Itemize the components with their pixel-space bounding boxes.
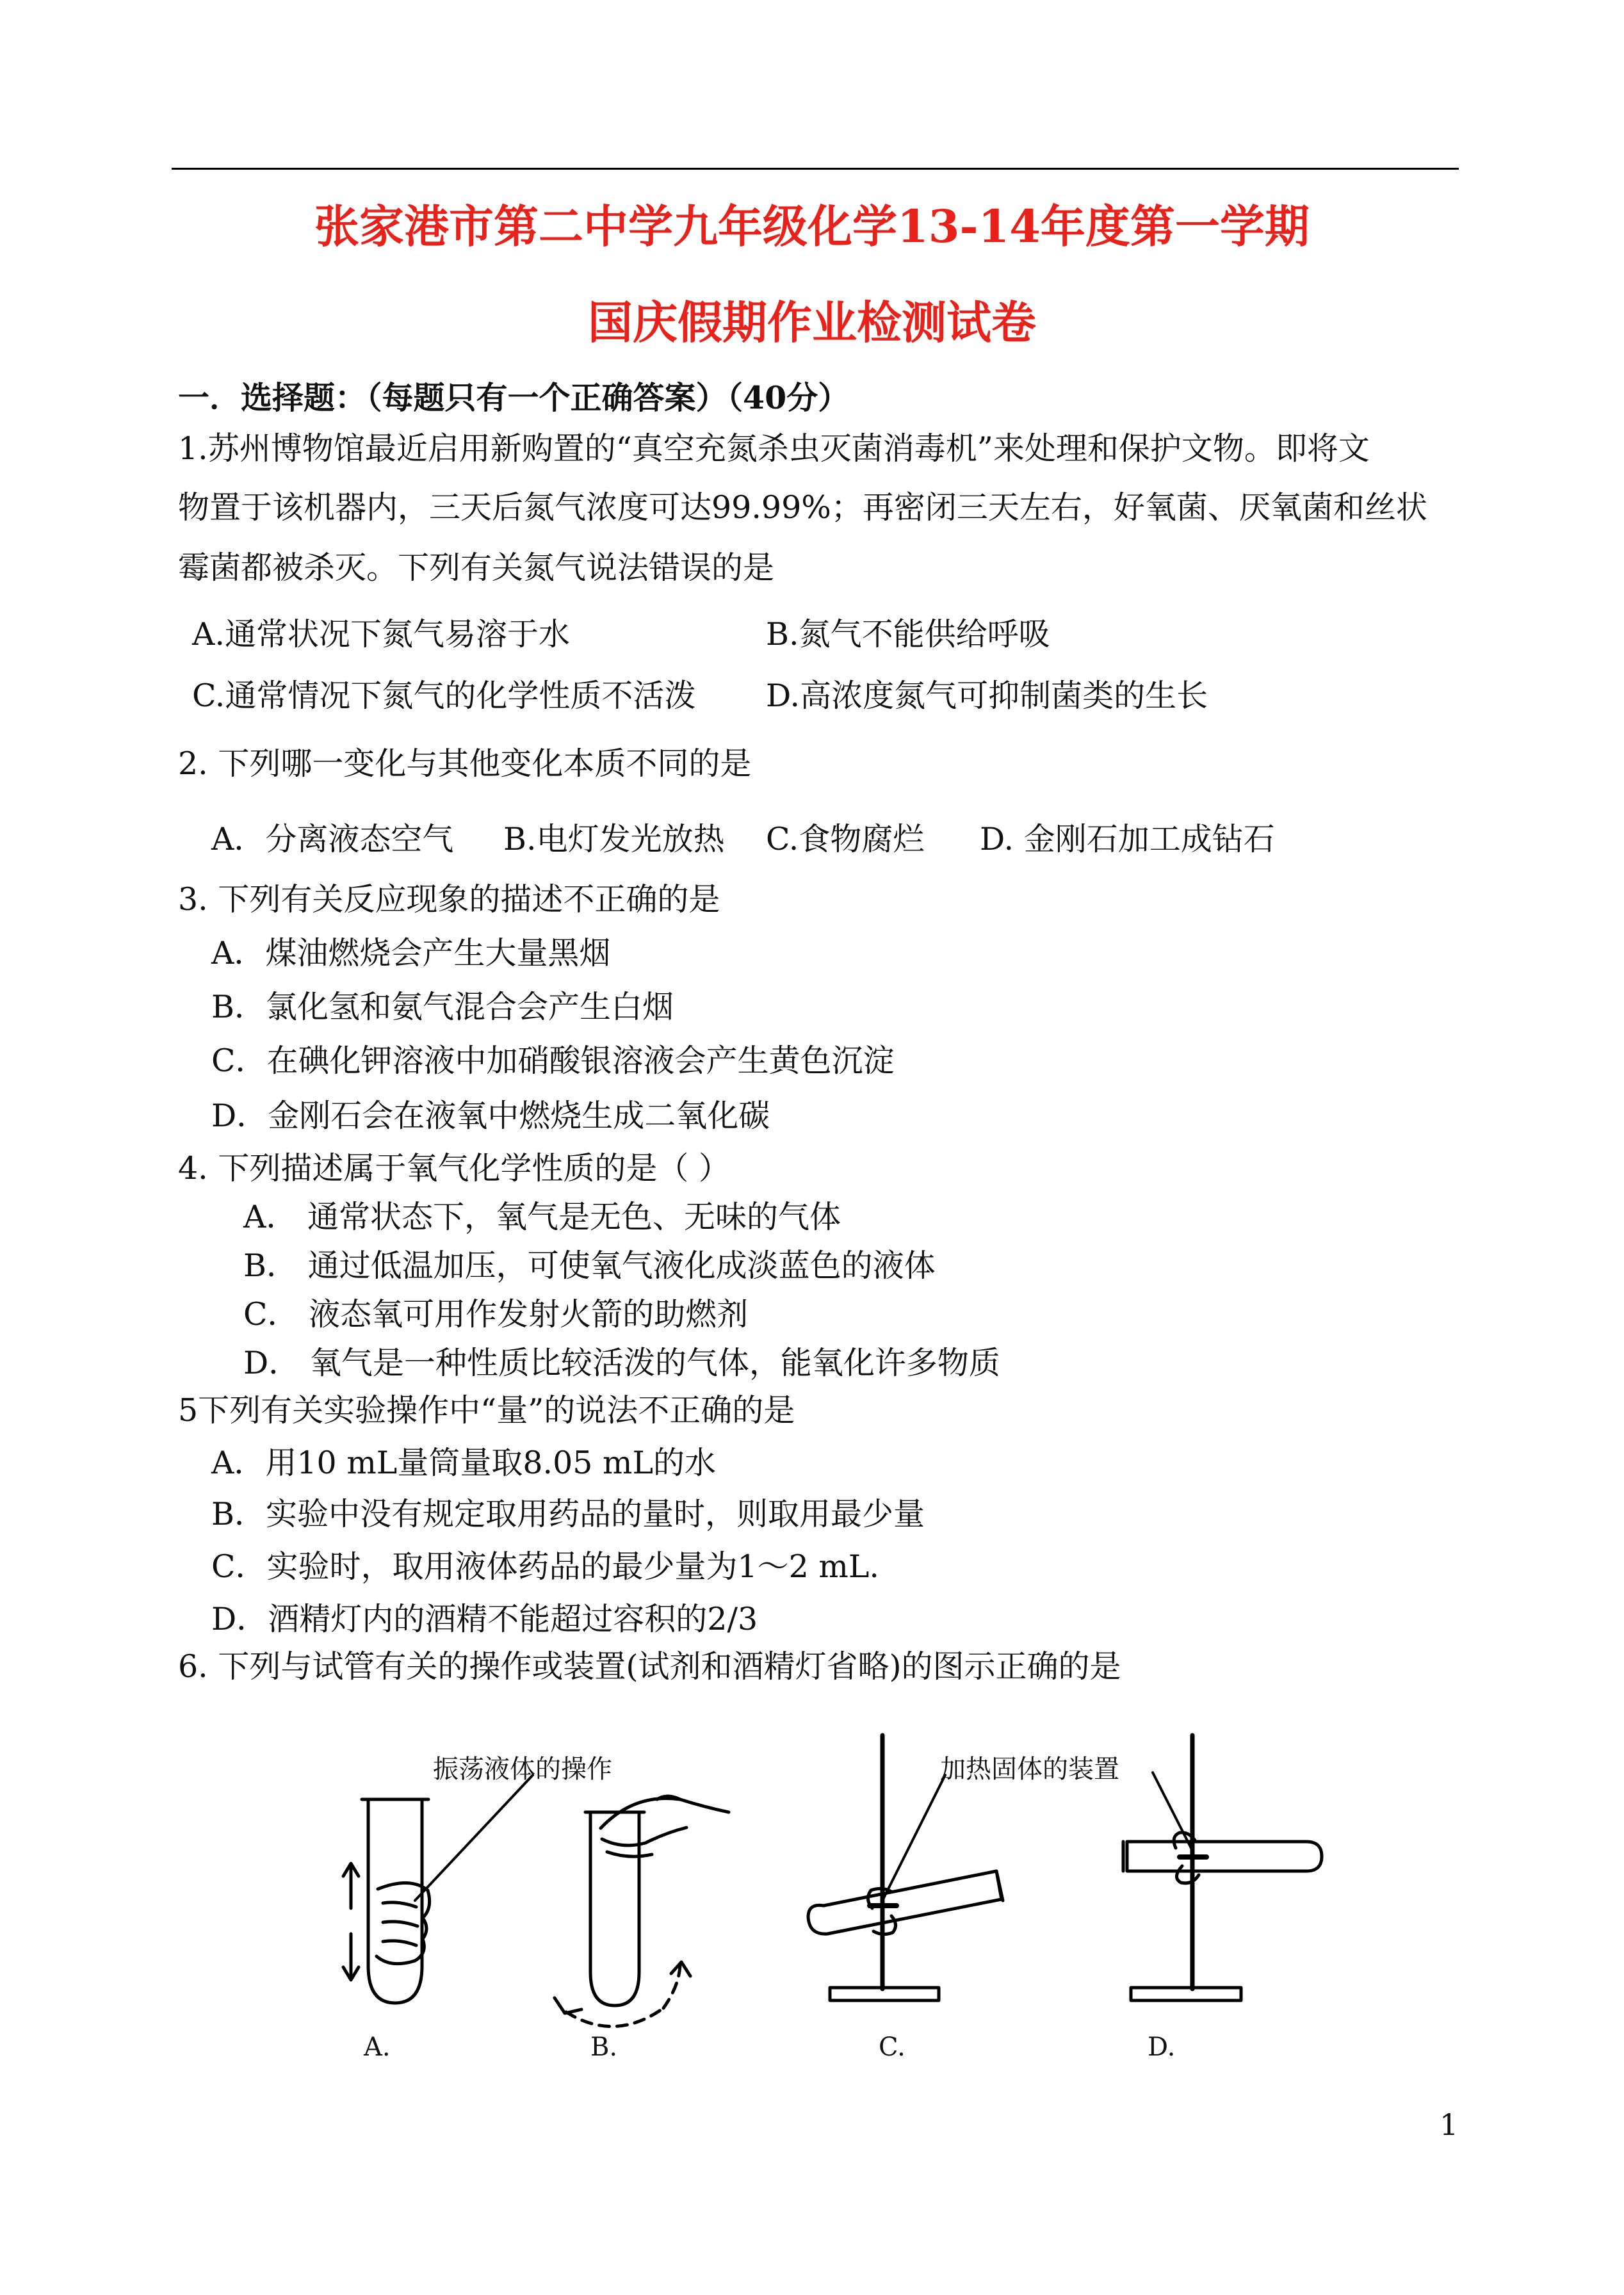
panel-label-d: D. [1148,2032,1176,2062]
page-title-line1: 张家港市第二中学九年级化学13-14年度第一学期 [314,200,1310,253]
q2-option-b: B.电灯发光放热 [503,821,725,857]
q4-option-c: C． 液态氧可用作发射火箭的助燃剂 [243,1296,749,1333]
q4-option-b: B． 通过低温加压，可使氧气液化成淡蓝色的液体 [243,1247,936,1284]
q3-option-a: A．煤油燃烧会产生大量黑烟 [211,935,611,971]
q4-stem: 4. 下列描述属于氧气化学性质的是（ ） [178,1150,730,1187]
section-heading: 一．选择题：（每题只有一个正确答案）（40分） [178,379,850,416]
q1-stem-line3: 霉菌都被杀灭。下列有关氮气说法错误的是 [178,549,775,586]
q6-figure [0,1697,1624,2068]
page-title-line2: 国庆假期作业检测试卷 [588,296,1036,349]
panel-label-a: A. [364,2032,391,2062]
q4-option-d: D． 氧气是一种性质比较活泼的气体，能氧化许多物质 [243,1345,1000,1381]
panel-b-illustration [533,1775,729,2027]
q5-option-c: C．实验时，取用液体药品的最少量为1～2 mL. [211,1548,879,1585]
q2-option-a: A．分离液态空气 [211,821,454,857]
q4-option-a: A． 通常状态下，氧气是无色、无味的气体 [243,1199,841,1235]
q2-option-d: D. 金刚石加工成钻石 [980,821,1275,857]
q5-option-a: A．用10 mL量筒量取8.05 mL的水 [211,1445,716,1481]
panel-label-b: B. [590,2032,618,2062]
q1-stem-line1: 1.苏州博物馆最近启用新购置的“真空充氮杀虫灭菌消毒机”来处理和保护文物。即将文 [178,430,1370,467]
q3-option-d: D．金刚石会在液氧中燃烧生成二氧化碳 [211,1098,770,1134]
panel-a-illustration [343,1775,533,2003]
q5-option-d: D．酒精灯内的酒精不能超过容积的2/3 [211,1601,758,1637]
q2-option-c: C.食物腐烂 [766,821,925,857]
q1-option-a: A.通常状况下氮气易溶于水 [192,616,570,653]
q6-stem: 6. 下列与试管有关的操作或装置(试剂和酒精灯省略)的图示正确的是 [178,1648,1121,1685]
q1-option-c: C.通常情况下氮气的化学性质不活泼 [192,677,696,714]
q3-option-c: C．在碘化钾溶液中加硝酸银溶液会产生黄色沉淀 [211,1042,895,1079]
q3-option-b: B．氯化氢和氨气混合会产生白烟 [211,989,674,1025]
q2-stem: 2. 下列哪一变化与其他变化本质不同的是 [178,745,752,782]
q1-stem-line2: 物置于该机器内，三天后氮气浓度可达99.99%；再密闭三天左右，好氧菌、厌氧菌和丝状 [178,489,1427,526]
page-number: 1 [1440,2107,1459,2142]
q1-option-d: D.高浓度氮气可抑制菌类的生长 [766,677,1208,714]
panel-label-c: C. [879,2032,905,2062]
label-shake-liquid: 振荡液体的操作 [433,1755,612,1784]
label-heat-solid: 加热固体的装置 [940,1755,1119,1784]
q5-stem: 5下列有关实验操作中“量”的说法不正确的是 [178,1392,795,1429]
q1-option-b: B.氮气不能供给呼吸 [766,616,1050,653]
panel-d-illustration [1123,1735,1322,2000]
q5-option-b: B．实验中没有规定取用药品的量时，则取用最少量 [211,1496,925,1532]
header-rule [172,168,1459,170]
q3-stem: 3. 下列有关反应现象的描述不正确的是 [178,881,720,918]
